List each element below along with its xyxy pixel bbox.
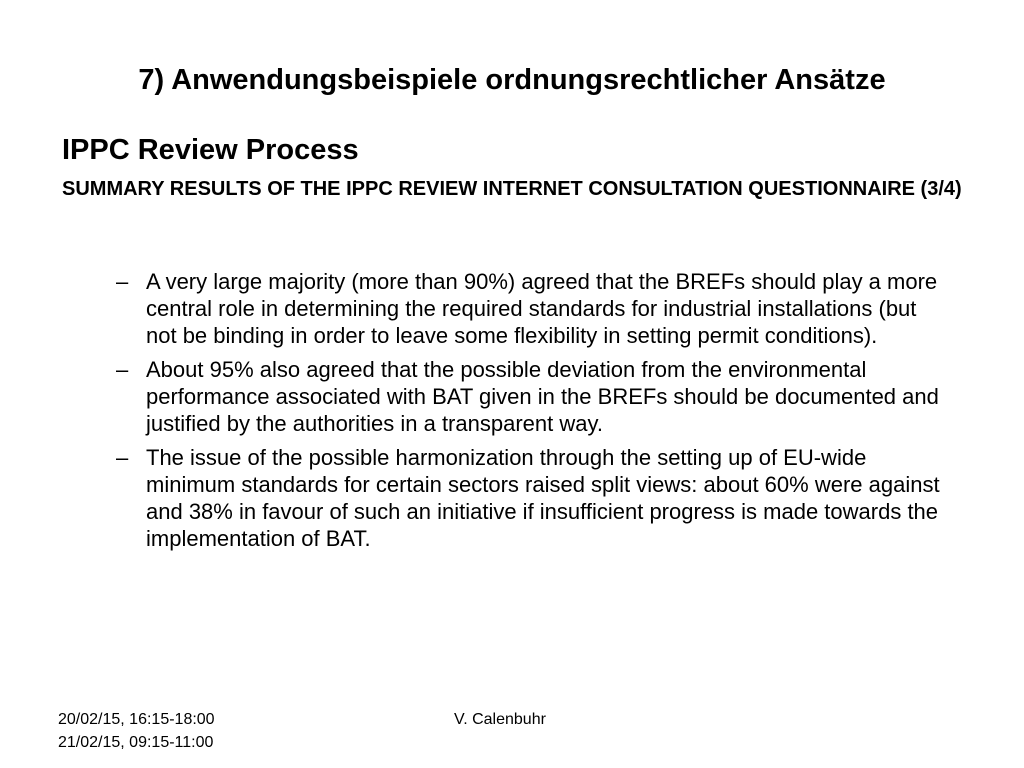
- bullet-text: The issue of the possible harmonization through the setting up of EU-wide minimum standards for certain sectors raised split views: about 60% were against and 38% in favour of such an initiative if insufficient progress is made towards the implementation of BAT.: [146, 445, 940, 551]
- footer-date-line-2: 21/02/15, 09:15-11:00: [58, 734, 214, 751]
- dash-marker: –: [116, 269, 129, 294]
- section-heading: IPPC Review Process: [62, 134, 359, 166]
- footer-date-line-1: 20/02/15, 16:15-18:00: [58, 711, 215, 728]
- footer-date: [58, 708, 215, 754]
- list-item: [116, 268, 946, 349]
- bullet-text: A very large majority (more than 90%) agreed that the BREFs should play a more central role in determining the required standards for industrial installations (but not be binding in order to leave some flexibility in setting permit conditions).: [146, 269, 938, 348]
- list-item: [116, 444, 946, 552]
- dash-marker: –: [116, 357, 129, 382]
- slide-title: 7) Anwendungsbeispiele ordnungsrechtlicher Ansätze: [138, 64, 886, 96]
- bullet-text: About 95% also agreed that the possible deviation from the environmental performance associated with BAT given in the BREFs should be documented and justified by the authorities in a transparent way.: [146, 357, 939, 436]
- bullet-list: [116, 268, 946, 559]
- summary-heading: SUMMARY RESULTS OF THE IPPC REVIEW INTERNET CONSULTATION QUESTIONNAIRE (3/4): [62, 178, 962, 200]
- footer-author: V. Calenbuhr: [454, 711, 546, 728]
- list-item: [116, 356, 946, 437]
- dash-marker: –: [116, 445, 129, 470]
